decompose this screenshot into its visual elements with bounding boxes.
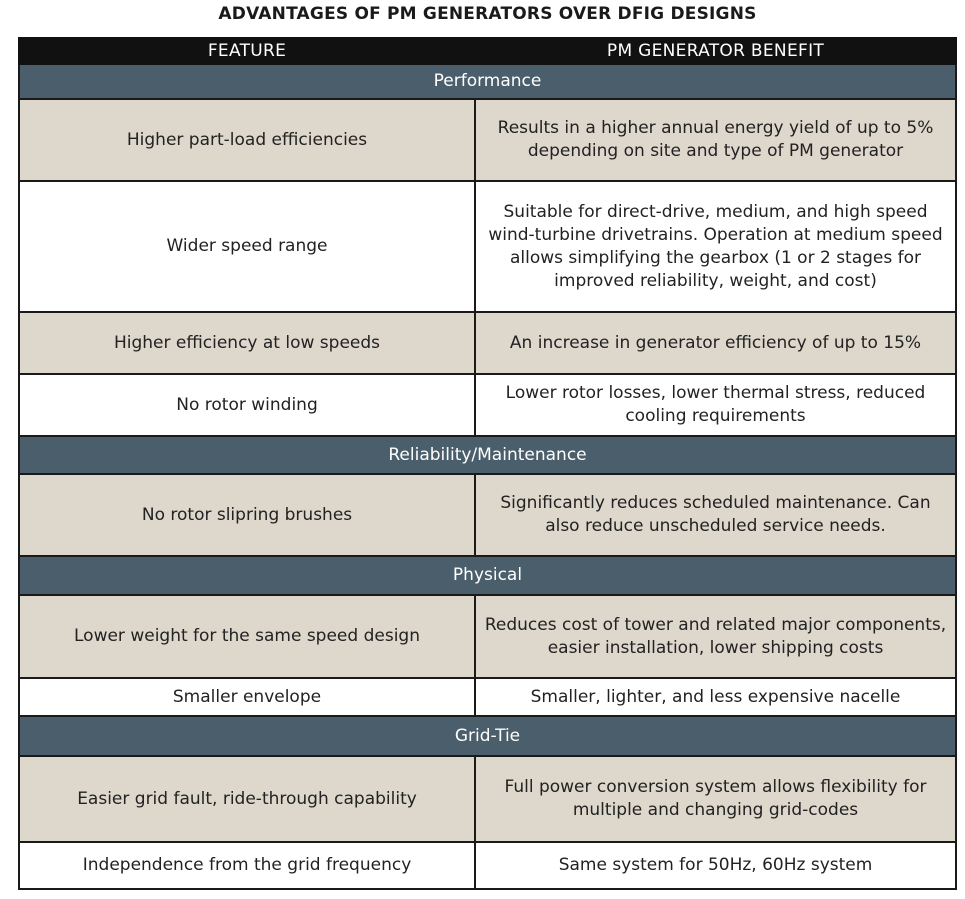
feature-cell: No rotor winding [19,374,475,436]
table-row [19,756,956,842]
benefit-cell: Suitable for direct-drive, medium, and high speed wind-turbine drivetrains. Operation at medium speed allows simplifying the gearbox (1 or 2 stages for improved reliability, weight, and cost) [475,181,956,312]
section-label: Performance [19,64,956,99]
feature-cell: Smaller envelope [19,678,475,716]
feature-cell: No rotor slipring brushes [19,474,475,556]
benefit-cell: Results in a higher annual energy yield of up to 5% depending on site and type of PM generator [475,99,956,181]
table-row [19,181,956,312]
table-row [19,312,956,374]
feature-cell: Easier grid fault, ride-through capability [19,756,475,842]
advantages-table [18,37,957,890]
table-row [19,678,956,716]
table-row [19,842,956,889]
column-header-feature: FEATURE [19,38,475,64]
table-row [19,374,956,436]
feature-cell: Wider speed range [19,181,475,312]
section-label: Grid-Tie [19,716,956,756]
page-title: ADVANTAGES OF PM GENERATORS OVER DFIG DESIGNS [218,4,757,24]
benefit-cell: An increase in generator efficiency of up to 15% [475,312,956,374]
section-label: Physical [19,556,956,595]
feature-cell: Independence from the grid frequency [19,842,475,889]
feature-cell: Lower weight for the same speed design [19,595,475,678]
feature-cell: Higher efficiency at low speeds [19,312,475,374]
section-header-performance [19,64,956,99]
table-row [19,474,956,556]
benefit-cell: Lower rotor losses, lower thermal stress, reduced cooling requirements [475,374,956,436]
section-label: Reliability/Maintenance [19,436,956,474]
section-header-grid-tie [19,716,956,756]
benefit-cell: Significantly reduces scheduled maintenance. Can also reduce unscheduled service needs. [475,474,956,556]
table-row [19,595,956,678]
section-header-reliability-maintenance [19,436,956,474]
benefit-cell: Same system for 50Hz, 60Hz system [475,842,956,889]
column-header-benefit: PM GENERATOR BENEFIT [475,38,956,64]
feature-cell: Higher part-load efficiencies [19,99,475,181]
table-header-row [19,38,956,64]
section-header-physical [19,556,956,595]
benefit-cell: Smaller, lighter, and less expensive nacelle [475,678,956,716]
benefit-cell: Full power conversion system allows flexibility for multiple and changing grid-codes [475,756,956,842]
benefit-cell: Reduces cost of tower and related major components, easier installation, lower shipping costs [475,595,956,678]
table-row [19,99,956,181]
